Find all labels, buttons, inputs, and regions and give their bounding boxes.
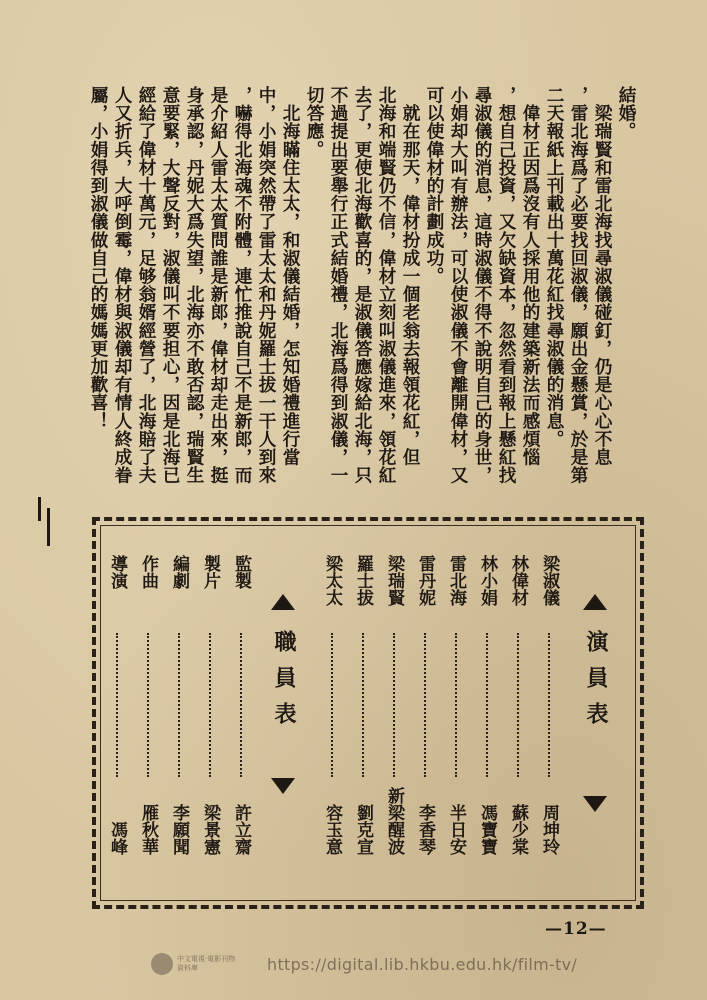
leader-dots (455, 633, 457, 777)
leader-dots (331, 633, 333, 777)
crew-role: 作曲 (138, 555, 158, 589)
archive-logo-icon (151, 953, 173, 975)
crew-role: 監製 (231, 555, 251, 589)
crew-name: 許立齋 (231, 804, 251, 855)
cast-entry (319, 555, 345, 855)
crew-entry (166, 555, 192, 855)
crew-name: 雁秋華 (138, 804, 158, 855)
crew-name: 梁景憲 (200, 804, 220, 855)
crew-entry (197, 555, 223, 855)
leader-dots (548, 633, 550, 777)
leader-dots (362, 633, 364, 777)
leader-dots (147, 633, 149, 777)
cast-role: 梁淑儀 (539, 555, 559, 606)
cast-entry (505, 555, 531, 855)
leader-dots (116, 633, 118, 777)
text-column: 小娟却大叫有辦法，可以使淑儀不會離開偉材，又 (448, 86, 469, 485)
text-column: ，想自己投資，又欠缺資本，忽然看到報上懸紅找 (496, 86, 517, 485)
leader-dots (393, 633, 395, 777)
cast-role: 羅士拔 (353, 555, 373, 606)
text-column: 去了，更使北海歡喜的，是淑儀答應嫁給北海，只 (352, 86, 373, 485)
cast-entry (443, 555, 469, 855)
text-column: 可以使偉材的計劃成功。 (424, 86, 445, 286)
leader-dots (209, 633, 211, 777)
text-column: 切答應。 (304, 86, 325, 159)
triangle-down-icon (271, 778, 295, 794)
text-column: 偉材正因爲沒有人採用他的建築新法而感煩惱 (520, 86, 541, 467)
cast-actor: 蘇少棠 (508, 804, 528, 855)
cast-actor: 半日安 (446, 804, 466, 855)
archive-org-name: 中文電視‧電影刊物資料庫 (177, 955, 236, 972)
leader-dots (178, 633, 180, 777)
cast-actor: 容玉意 (322, 804, 342, 855)
text-column: 人又折兵，大呼倒霉，偉材與淑儀却有情人終成眷 (112, 86, 133, 485)
cast-title: 演員表 (583, 630, 609, 738)
cast-role: 梁瑞賢 (384, 555, 404, 606)
text-column: 梁瑞賢和雷北海找尋淑儀碰釘，仍是心心不息 (592, 86, 613, 467)
text-column: 尋淑儀的消息，這時淑儀不得不說明自己的身世， (472, 86, 493, 485)
crew-entry (104, 555, 130, 855)
triangle-down-icon (583, 796, 607, 812)
triangle-up-icon (583, 594, 607, 610)
crew-title: 職員表 (271, 630, 297, 738)
text-column: 是介紹人雷太太質問誰是新郎，偉材却走出來，挺 (208, 86, 229, 485)
cast-role: 雷丹妮 (415, 555, 435, 606)
text-column: 身承認，丹妮大爲失望，北海亦不敢否認，瑞賢生 (184, 86, 205, 485)
cast-actor: 馮寶寶 (477, 804, 497, 855)
cast-entry (381, 555, 407, 855)
text-column: 就在那天，偉材扮成一個老翁去報領花紅，但 (400, 86, 421, 467)
cast-entry (412, 555, 438, 855)
text-column: 北海和端賢仍不信，偉材立刻叫淑儀進來，領花紅 (376, 86, 397, 485)
cast-entry (350, 555, 376, 855)
text-column: 二天報紙上刊載出十萬花紅找尋淑儀的消息。 (544, 86, 565, 448)
cast-actor: 新梁醒波 (384, 787, 404, 855)
text-column: 經給了偉材十萬元，足够翁婿經營了，北海賠了夫 (136, 86, 157, 485)
cast-entry (536, 555, 562, 855)
leader-dots (517, 633, 519, 777)
text-column: 不過提出要舉行正式結婚禮，北海爲得到淑儀，一 (328, 86, 349, 485)
crew-name: 馮峰 (107, 821, 127, 855)
crew-role: 導演 (107, 555, 127, 589)
text-column: ，嚇得北海魂不附體，連忙推說自己不是新郎，而 (232, 86, 253, 485)
cast-role: 梁太太 (322, 555, 342, 606)
cast-actor: 劉克宣 (353, 804, 373, 855)
page-number: —12— (545, 919, 607, 939)
cast-role: 雷北海 (446, 555, 466, 606)
margin-mark (47, 508, 50, 546)
text-column: 結婚。 (616, 86, 637, 141)
crew-entry (228, 555, 254, 855)
cast-actor: 周坤玲 (539, 804, 559, 855)
text-column: 中，小娟突然帶了雷太太和丹妮羅士拔一干人到來 (256, 86, 277, 485)
crew-role: 製片 (200, 555, 220, 589)
margin-mark (38, 497, 41, 521)
leader-dots (240, 633, 242, 777)
text-column: 意要緊，大聲反對，淑儀叫不要担心，因是北海已 (160, 86, 181, 485)
text-column: ，雷北海爲了必要找回淑儀，願出金懸賞，於是第 (568, 86, 589, 485)
text-column: 屬，小娟得到淑儀做自己的媽媽更加歡喜！ (88, 86, 109, 430)
crew-entry (135, 555, 161, 855)
crew-name: 李願聞 (169, 804, 189, 855)
cast-actor: 李香琴 (415, 804, 435, 855)
archive-url[interactable]: https://digital.lib.hkbu.edu.hk/film-tv/ (267, 954, 578, 974)
cast-entry (474, 555, 500, 855)
archive-watermark (151, 950, 577, 978)
leader-dots (424, 633, 426, 777)
cast-role: 林小娟 (477, 555, 497, 606)
leader-dots (486, 633, 488, 777)
cast-role: 林偉材 (508, 555, 528, 606)
triangle-up-icon (271, 594, 295, 610)
crew-role: 編劇 (169, 555, 189, 589)
text-column: 北海瞞住太太，和淑儀結婚，怎知婚禮進行當 (280, 86, 301, 467)
